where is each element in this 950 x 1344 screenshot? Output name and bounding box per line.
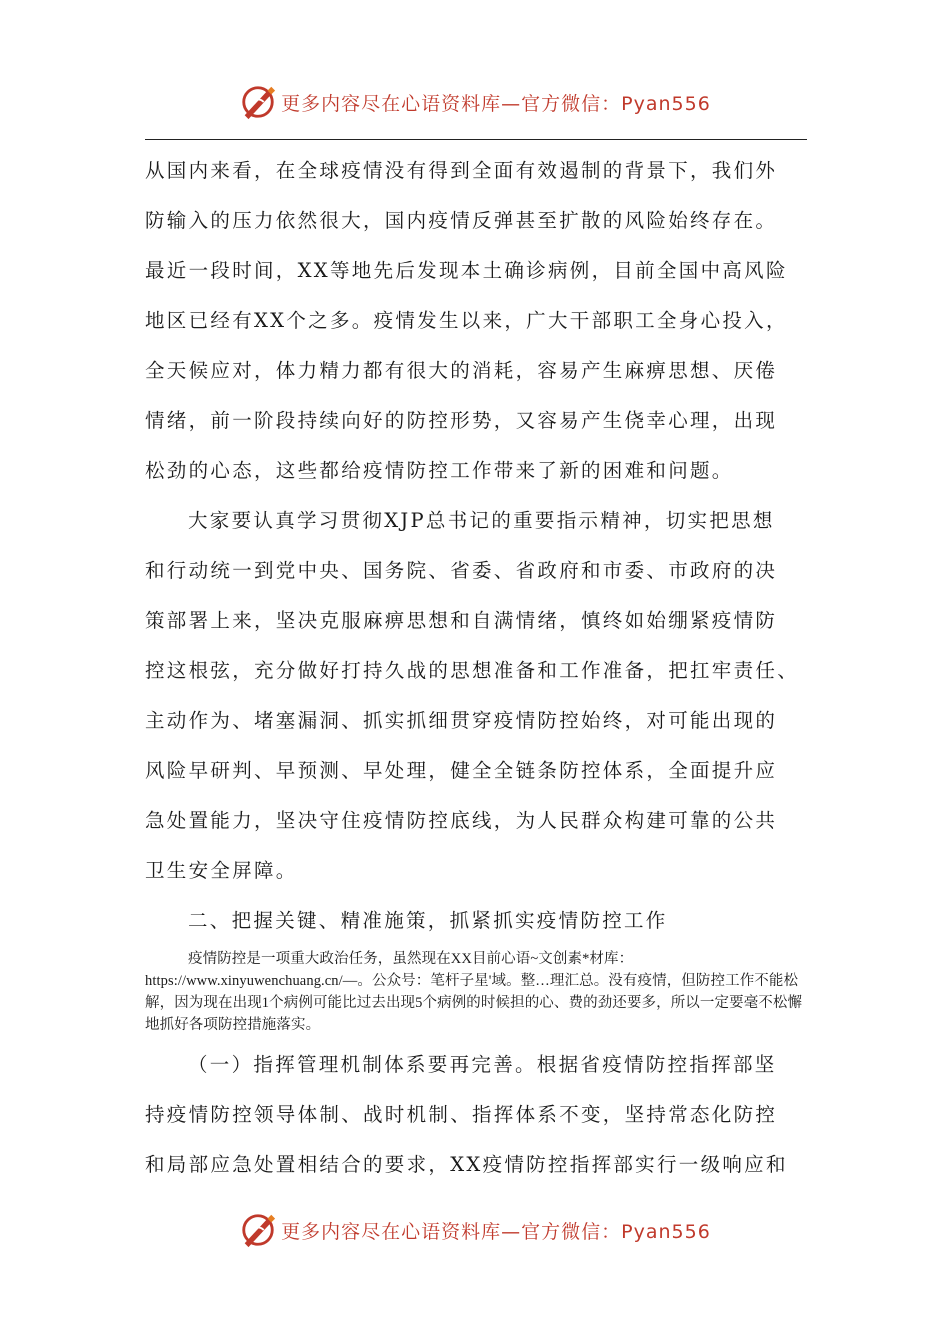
text-line: 最近一段时间，XX等地先后发现本土确诊病例，目前全国中高风险 xyxy=(145,259,788,282)
text-line: 控这根弦，充分做好打持久战的思想准备和工作准备，把扛牢责任、 xyxy=(145,659,800,682)
header-banner-text: 更多内容尽在心语资料库—官方微信：Pyan556 xyxy=(281,92,711,115)
paragraph-p3 xyxy=(145,1040,825,1190)
text-line: 大家要认真学习贯彻XJP总书记的重要指示精神，切实把思想 xyxy=(188,509,775,532)
header-divider xyxy=(145,139,807,140)
text-line: 地区已经有XX个之多。疫情发生以来，广大干部职工全身心投入， xyxy=(145,309,788,332)
text-line: 和行动统一到党中央、国务院、省委、省政府和市委、市政府的决 xyxy=(145,559,778,582)
footer-banner xyxy=(0,1210,950,1250)
text-line: 卫生安全屏障。 xyxy=(145,859,298,882)
text-line: 持疫情防控领导体制、战时机制、指挥体系不变，坚持常态化防控 xyxy=(145,1103,778,1126)
text-line: （一）指挥管理机制体系要再完善。根据省疫情防控指挥部坚 xyxy=(188,1053,777,1076)
text-line: 急处置能力，坚决守住疫情防控底线，为人民群众构建可靠的公共 xyxy=(145,809,778,832)
text-line: 从国内来看，在全球疫情没有得到全面有效遏制的背景下，我们外 xyxy=(145,159,778,182)
text-line: 和局部应急处置相结合的要求，XX疫情防控指挥部实行一级响应和 xyxy=(145,1153,788,1176)
paragraph-p1 xyxy=(145,146,825,496)
header-banner xyxy=(0,82,950,122)
text-line: 二、把握关键、精准施策，抓紧抓实疫情防控工作 xyxy=(188,909,668,932)
small-paragraph-block xyxy=(145,946,825,1040)
paragraph-group-before xyxy=(145,146,825,946)
text-line: 主动作为、堵塞漏洞、抓实抓细贯穿疫情防控始终，对可能出现的 xyxy=(145,709,778,732)
text-line: 情绪，前一阶段持续向好的防控形势，又容易产生侥幸心理，出现 xyxy=(145,409,778,432)
paragraph-group-after xyxy=(145,1040,825,1190)
paragraph-p2 xyxy=(145,496,825,896)
text-line: 风险早研判、早预测、早处理，健全全链条防控体系，全面提升应 xyxy=(145,759,778,782)
pen-circle-logo-icon xyxy=(239,83,277,121)
text-line: 全天候应对，体力精力都有很大的消耗，容易产生麻痹思想、厌倦 xyxy=(145,359,778,382)
footer-banner-text: 更多内容尽在心语资料库—官方微信：Pyan556 xyxy=(281,1220,711,1243)
text-line: 策部署上来，坚决克服麻痹思想和自满情绪，慎终如始绷紧疫情防 xyxy=(145,609,778,632)
text-line: 防输入的压力依然很大，国内疫情反弹甚至扩散的风险始终存在。 xyxy=(145,209,778,232)
pen-circle-logo-icon xyxy=(239,1211,277,1249)
document-body xyxy=(145,146,825,1190)
text-line: 松劲的心态，这些都给疫情防控工作带来了新的困难和问题。 xyxy=(145,459,734,482)
paragraph-heading xyxy=(145,896,825,946)
small-paragraph: 疫情防控是一项重大政治任务，虽然现在XX目前心语~文创素*材库：https://www.xinyuwenchuang.cn/—。公众号：笔杆子星'域。整…理汇总。没有疫情，但防控工作不能松解，因为现在出现1个病例可能比过去出现5个病例的时候担的心、费的劲还要多，所以一定要毫不松懈地抓好各项防控措施落实。 xyxy=(145,951,803,1033)
